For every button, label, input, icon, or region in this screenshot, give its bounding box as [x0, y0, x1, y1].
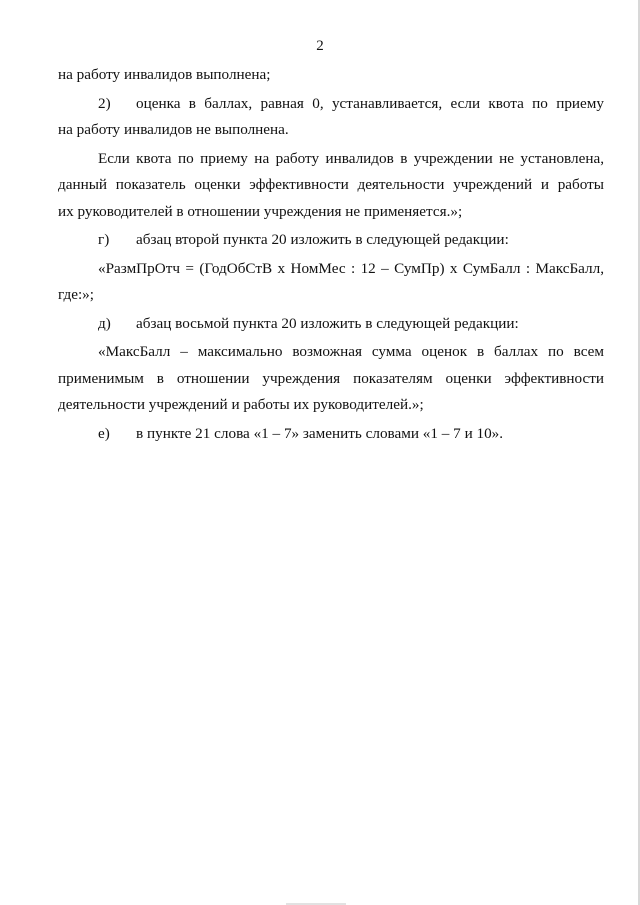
list-item-2 [58, 91, 604, 118]
list-marker: е) [98, 424, 110, 442]
formula-line: «РазмПрОтч = (ГодОбСтВ х НомМес : 12 – СумПр) х СумБалл : МаксБалл, [98, 259, 604, 277]
list-marker: д) [98, 314, 111, 332]
text-line: на работу инвалидов не выполнена. [58, 121, 289, 138]
list-item-text: в пункте 21 слова «1 – 7» заменить словами «1 – 7 и 10». [136, 424, 504, 442]
paragraph-line: данный показатель оценки эффективности деятельности учреждений и работы [58, 176, 604, 193]
list-item-text: оценка в баллах, равная 0, устанавливается, если квота по приему [136, 94, 604, 112]
list-item-e [58, 421, 604, 448]
formula-line: где:»; [58, 286, 94, 303]
list-item-g [58, 227, 604, 254]
paragraph-line: их руководителей в отношении учреждения не применяется.»; [58, 202, 463, 220]
list-item-text: абзац второй пункта 20 изложить в следующей редакции: [136, 231, 509, 248]
paragraph-line: применимым в отношении учреждения показателям оценки эффективности [58, 369, 604, 387]
page-number: 2 [316, 38, 324, 54]
paragraph-line: Если квота по приему на работу инвалидов в учреждении не установлена, [98, 149, 604, 167]
paragraph-line: «МаксБалл – максимально возможная сумма оценок в баллах по всем [98, 343, 604, 360]
list-item-text: абзац восьмой пункта 20 изложить в следующей редакции: [136, 314, 519, 332]
paragraph-line: деятельности учреждений и работы их руководителей.»; [58, 396, 424, 413]
list-marker: г) [98, 231, 110, 248]
list-marker: 2) [98, 94, 111, 112]
text-line: на работу инвалидов выполнена; [58, 66, 271, 83]
list-item-d [58, 311, 604, 338]
document-body [58, 62, 604, 447]
